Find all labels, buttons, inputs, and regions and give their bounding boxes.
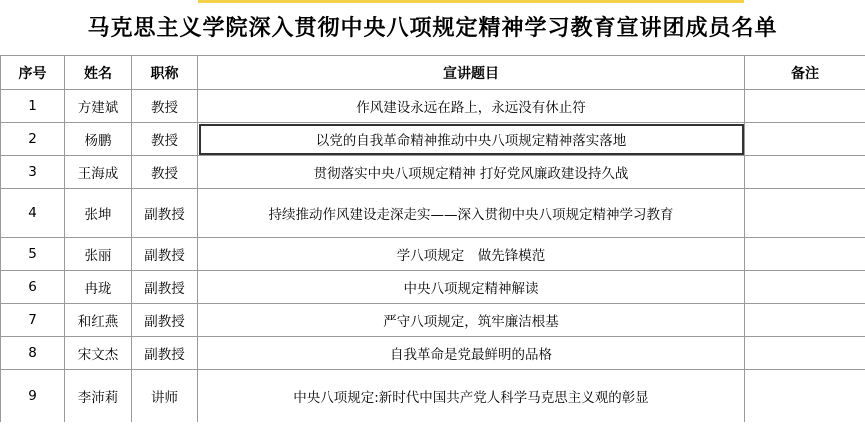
table-row xyxy=(1,337,865,370)
cell-rank[interactable]: 教授 xyxy=(132,156,198,189)
header-rank[interactable]: 职称 xyxy=(132,56,198,90)
cell-index[interactable]: 1 xyxy=(1,90,65,123)
table-row xyxy=(1,304,865,337)
cell-rank[interactable]: 副教授 xyxy=(132,189,198,238)
cell-remark[interactable] xyxy=(745,156,865,189)
cell-name[interactable]: 张坤 xyxy=(65,189,132,238)
table-row xyxy=(1,271,865,304)
header-index[interactable]: 序号 xyxy=(1,56,65,90)
cell-rank[interactable]: 副教授 xyxy=(132,337,198,370)
table-row xyxy=(1,370,865,423)
cell-remark[interactable] xyxy=(745,238,865,271)
header-name[interactable]: 姓名 xyxy=(65,56,132,90)
cell-topic-selected[interactable]: 以党的自我革命精神推动中央八项规定精神落实落地 xyxy=(198,123,745,156)
cell-name[interactable]: 王海成 xyxy=(65,156,132,189)
top-strip xyxy=(0,0,865,4)
table-row xyxy=(1,90,865,123)
cell-rank[interactable]: 副教授 xyxy=(132,304,198,337)
cell-name[interactable]: 宋文杰 xyxy=(65,337,132,370)
roster-table xyxy=(0,55,865,422)
cell-index[interactable]: 3 xyxy=(1,156,65,189)
cell-topic[interactable]: 贯彻落实中央八项规定精神 打好党风廉政建设持久战 xyxy=(198,156,745,189)
table-row xyxy=(1,238,865,271)
cell-topic[interactable]: 学八项规定 做先锋模范 xyxy=(198,238,745,271)
cell-topic[interactable]: 持续推动作风建设走深走实——深入贯彻中央八项规定精神学习教育 xyxy=(198,189,745,238)
cell-rank[interactable]: 教授 xyxy=(132,90,198,123)
cell-index[interactable]: 6 xyxy=(1,271,65,304)
cell-rank[interactable]: 讲师 xyxy=(132,370,198,423)
cell-name[interactable]: 李沛莉 xyxy=(65,370,132,423)
table-row xyxy=(1,156,865,189)
cell-remark[interactable] xyxy=(745,271,865,304)
cell-index[interactable]: 2 xyxy=(1,123,65,156)
cell-rank[interactable]: 副教授 xyxy=(132,271,198,304)
cell-index[interactable]: 5 xyxy=(1,238,65,271)
cell-index[interactable]: 4 xyxy=(1,189,65,238)
column-highlight-bar xyxy=(198,0,744,3)
cell-topic[interactable]: 严守八项规定，筑牢廉洁根基 xyxy=(198,304,745,337)
cell-topic[interactable]: 中央八项规定精神解读 xyxy=(198,271,745,304)
cell-name[interactable]: 方建斌 xyxy=(65,90,132,123)
cell-remark[interactable] xyxy=(745,304,865,337)
cell-name[interactable]: 和红燕 xyxy=(65,304,132,337)
cell-remark[interactable] xyxy=(745,337,865,370)
cell-topic[interactable]: 中央八项规定:新时代中国共产党人科学马克思主义观的彰显 xyxy=(198,370,745,423)
cell-name[interactable]: 张丽 xyxy=(65,238,132,271)
cell-index[interactable]: 7 xyxy=(1,304,65,337)
cell-index[interactable]: 8 xyxy=(1,337,65,370)
cell-topic[interactable]: 自我革命是党最鲜明的品格 xyxy=(198,337,745,370)
table-row xyxy=(1,123,865,156)
table-row xyxy=(1,189,865,238)
header-row xyxy=(1,56,865,90)
cell-index[interactable]: 9 xyxy=(1,370,65,423)
cell-remark[interactable] xyxy=(745,370,865,423)
header-remark[interactable]: 备注 xyxy=(745,56,865,90)
cell-remark[interactable] xyxy=(745,189,865,238)
cell-remark[interactable] xyxy=(745,123,865,156)
cell-rank[interactable]: 教授 xyxy=(132,123,198,156)
cell-name[interactable]: 杨鹏 xyxy=(65,123,132,156)
cell-topic[interactable]: 作风建设永远在路上，永远没有休止符 xyxy=(198,90,745,123)
cell-remark[interactable] xyxy=(745,90,865,123)
document-title: 马克思主义学院深入贯彻中央八项规定精神学习教育宣讲团成员名单 xyxy=(87,16,778,41)
cell-name[interactable]: 冉珑 xyxy=(65,271,132,304)
header-topic[interactable]: 宣讲题目 xyxy=(198,56,745,90)
cell-rank[interactable]: 副教授 xyxy=(132,238,198,271)
